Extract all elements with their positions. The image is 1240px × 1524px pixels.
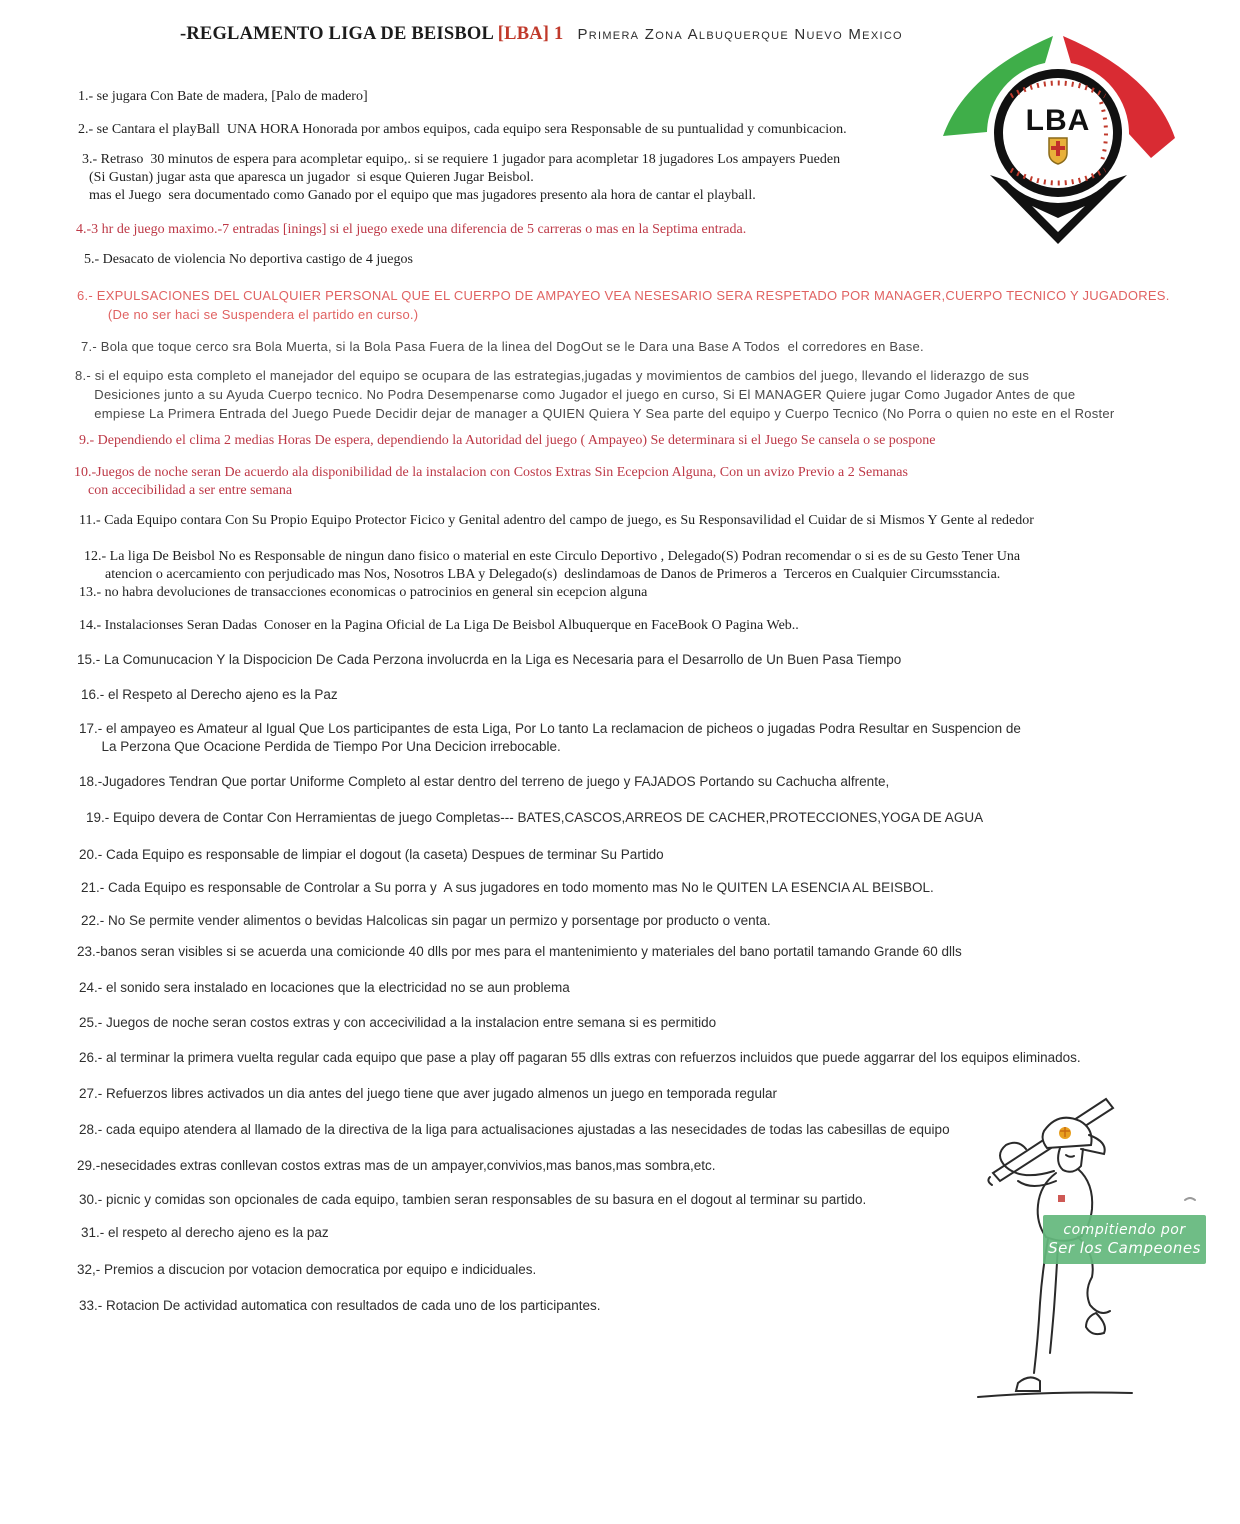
rule-item-14: 14.- Instalacionses Seran Dadas Conoser en la Pagina Oficial de La Liga De Beisbol Albuquerque en FaceBook O Pagina Web.. [79, 618, 799, 633]
rule-item-10: 10.-Juegos de noche seran De acuerdo ala disponibilidad de la instalacion con Costos Extras Sin Ecepcion Alguna, Con un avizo Previo a 2 Semanas con accecibilidad a ser entre semana [74, 465, 908, 498]
page-subtitle: Primera Zona Albuquerque Nuevo Mexico [577, 26, 903, 43]
rule-item-18: 18.-Jugadores Tendran Que portar Uniforme Completo al estar dentro del terreno de juego y FAJADOS Portando su Cachucha alfrente, [79, 774, 890, 789]
rule-item-22: 22.- No Se permite vender alimentos o bevidas Halcolicas sin pagar un permizo y porsentage por producto o venta. [81, 913, 771, 928]
rule-item-5: 5.- Desacato de violencia No deportiva castigo de 4 juegos [84, 252, 413, 267]
rule-item-31: 31.- el respeto al derecho ajeno es la paz [81, 1225, 329, 1240]
rule-item-15: 15.- La Comunucacion Y la Dispocicion De Cada Perzona involucrda en la Liga es Necesaria para el Desarrollo de Un Buen Pasa Tiempo [77, 652, 902, 667]
logo-lba-text: LBA [1025, 104, 1091, 137]
rule-item-17: 17.- el ampayeo es Amateur al Igual Que Los participantes de esta Liga, Por Lo tanto La reclamacion de picheos o jugadas Podra Resultar en Suspencion de La Perzona Que Ocacione Perdida de Tiempo Por Una Decicion irrebocable. [79, 721, 1021, 754]
rule-item-8: 8.- si el equipo esta completo el manejador del equipo se ocupara de las estrategias,jugadas y movimientos de cambios del juego, llevando el liderazgo de sus Desiciones junto a su Ayuda Cuerpo tecnico. No Podra Desempenarse como Jugador el juego en curso, Si El MANAGER Quiere jugar Como Jugador Antes de que empiese La Primera Entrada del Juego Puede Decidir dejar de manager a QUIEN Quiera Y Sea parte del equipo y Cuerpo Tecnico (No Porra o quien no este en el Roster [75, 368, 1115, 421]
rule-item-29: 29.-nesecidades extras conllevan costos extras mas de un ampayer,convivios,mas banos,mas sombra,etc. [77, 1158, 716, 1173]
rule-item-19: 19.- Equipo devera de Contar Con Herramientas de juego Completas--- BATES,CASCOS,ARREOS DE CACHER,PROTECCIONES,YOGA DE AGUA [86, 810, 984, 825]
page-title-lba: [LBA] 1 [497, 24, 564, 44]
rule-item-2: 2.- se Cantara el playBall UNA HORA Honorada por ambos equipos, cada equipo sera Responsable de su puntualidad y comunbicacion. [78, 122, 847, 137]
motto-badge [1043, 1215, 1206, 1264]
rule-item-16: 16.- el Respeto al Derecho ajeno es la Paz [81, 687, 338, 702]
rule-item-25: 25.- Juegos de noche seran costos extras y con accecivilidad a la instalacion entre semana si es permitido [79, 1015, 717, 1030]
rule-item-24: 24.- el sonido sera instalado en locaciones que la electricidad no se aun problema [79, 980, 570, 995]
rule-item-4: 4.-3 hr de juego maximo.-7 entradas [inings] si el juego exede una diferencia de 5 carreras o mas en la Septima entrada. [76, 222, 747, 237]
jersey-logo-icon [1058, 1195, 1065, 1202]
motto-line2: Ser los Campeones [1048, 1239, 1201, 1257]
rule-item-28: 28.- cada equipo atendera al llamado de la directiva de la liga para actualisaciones ajustadas a las nesecidades de todas las cabesillas de equipo [79, 1122, 950, 1137]
rule-item-23: 23.-banos seran visibles si se acuerda una comicionde 40 dlls por mes para el mantenimiento y materiales del bano portatil tamando Grande 60 dlls [77, 944, 962, 959]
rule-item-33: 33.- Rotacion De actividad automatica con resultados de cada uno de los participantes. [79, 1298, 601, 1313]
rule-item-1: 1.- se jugara Con Bate de madera, [Palo de madero] [78, 89, 368, 104]
rule-item-32: 32,- Premios a discucion por votacion democratica por equipo e indiciduales. [77, 1262, 537, 1277]
document-header [180, 24, 903, 45]
rule-item-30: 30.- picnic y comidas son opcionales de cada equipo, tambien seran responsables de su basura en el dogout al terminar su partido. [79, 1192, 867, 1207]
rule-item-11: 11.- Cada Equipo contara Con Su Propio Equipo Protector Ficico y Genital adentro del campo de juego, es Su Responsavilidad el Cuidar de si Mismos Y Gente al rededor [79, 513, 1034, 528]
motto-line1: compitiendo por [1063, 1222, 1186, 1238]
rule-item-27: 27.- Refuerzos libres activados un dia antes del juego tiene que aver jugado almenos un juego en temporada regular [79, 1086, 777, 1101]
lba-logo [935, 30, 1185, 252]
rule-item-12: 12.- La liga De Beisbol No es Responsable de ningun dano fisico o material en este Circulo Deportivo , Delegado(S) Podran recomendar o si es de su Gesto Tener Una atencion o acercamiento con perjudicado mas Nos, Nosotros LBA y Delegado(s) deslindamoas de Danos de Primeros a Terceros en Cualquier Circumsstancia. [84, 549, 1021, 582]
rule-item-21: 21.- Cada Equipo es responsable de Controlar a Su porra y A sus jugadores en todo momento mas No le QUITEN LA ESENCIA AL BEISBOL. [81, 880, 934, 895]
page-title: -REGLAMENTO LIGA DE BEISBOL [180, 24, 498, 44]
rule-item-9: 9.- Dependiendo el clima 2 medias Horas De espera, dependiendo la Autoridad del juego ( Ampayeo) Se determinara si el Juego Se cansela o se pospone [79, 433, 936, 448]
rule-item-7: 7.- Bola que toque cerco sra Bola Muerta, si la Bola Pasa Fuera de la linea del DogOut se le Dara una Base A Todos el corredores en Base. [81, 339, 924, 354]
rule-item-26: 26.- al terminar la primera vuelta regular cada equipo que pase a play off pagaran 55 dlls extras con refuerzos incluidos que puede aggarrar del los equipos eliminados. [79, 1050, 1081, 1065]
rule-item-20: 20.- Cada Equipo es responsable de limpiar el dogout (la caseta) Despues de terminar Su Partido [79, 847, 664, 862]
rule-item-3: 3.- Retraso 30 minutos de espera para acompletar equipo,. si se requiere 1 jugador para acompletar 18 jugadores Los ampayers Pueden (Si Gustan) jugar asta que aparesca un jugador si esque Quieren Jugar Beisbol. mas el Juego sera documentado como Ganado por el equipo que mas jugadores presento ala hora de cantar el playball. [82, 152, 841, 203]
rule-item-13: 13.- no habra devoluciones de transacciones economicas o patrocinios en general sin ecepcion alguna [79, 585, 648, 600]
rule-item-6: 6.- EXPULSACIONES DEL CUALQUIER PERSONAL QUE EL CUERPO DE AMPAYEO VEA NESESARIO SERA RESPETADO POR MANAGER,CUERPO TECNICO Y JUGADORES. (De no ser haci se Suspendera el partido en curso.) [77, 288, 1170, 322]
shield-cross-h [1051, 146, 1065, 150]
